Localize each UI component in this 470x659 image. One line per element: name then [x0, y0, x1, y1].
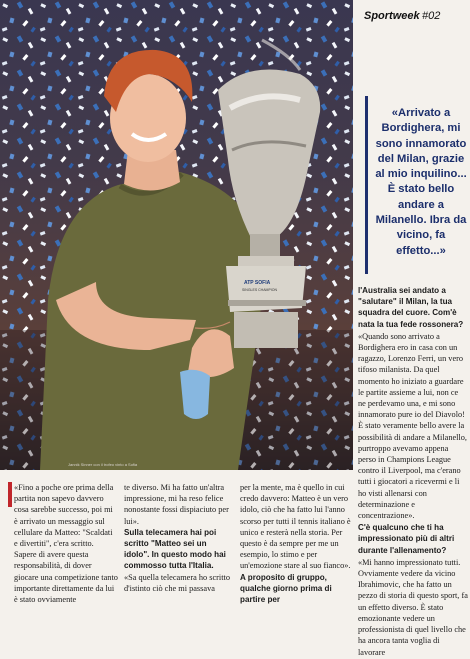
section-marker [8, 482, 12, 507]
pull-quote [365, 96, 469, 280]
bottom-column-3-text: per la mente, ma è quello in cui credo davvero: Matteo è un vero idolo, ciò che ha fatto lui l'anno scorso per tutti il tennis italiano è unico e resterà nella storia. Per questo è da sempre per me un esempio, lo stimo e per un'emozione stare al suo fianco». [240, 483, 351, 571]
bottom-column-2 [124, 482, 234, 594]
magazine-header [364, 8, 468, 26]
answer-1: «Quando sono arrivato a Bordighera ero in casa con un ragazzo, Lorenzo Ferri, un vero tifoso milanista. Da quel momento ho iniziato a guardare le partite assieme a lui, non ce ne perdevamo una, e mi sono innamorato pure io del Diavolo! È stato veramente bello avere la possibilità di andare a Milanello, purtroppo avevamo appena perso in Champions League contro il Liverpool, ma c'erano tutti i giocatori a ricevermi e li ho visti allenarsi con determinazione e concentrazione». [358, 331, 467, 521]
pull-quote-text: «Arrivato a Bordighera, mi sono innamorato del Milan, grazie al mio inquilino... È stato bello andare a Milanello. Ibra da vicino, fa effetto...» [375, 107, 467, 257]
brand-name: Sportweek [364, 10, 420, 22]
bottom-question-2: A proposito di gruppo, qualche giorno prima di partire per [240, 572, 332, 605]
trophy-sublabel: SINGLES CHAMPION [242, 288, 278, 292]
bottom-question-1: Sulla telecamera hai poi scritto "Matteo sei un idolo". In questo modo hai commosso tutta l'Italia. [124, 527, 226, 571]
bottom-column-2-text-a: te diverso. Mi ha fatto un'altra impressione, mi ha reso felice nonostante fossi dispiaciuto per lui». [124, 483, 229, 526]
bottom-column-3 [240, 482, 352, 605]
answer-2: «Mi hanno impressionato tutti. Ovviamente vedere da vicino Ibrahimovic, che ha fatto un pezzo di storia di questo sport, fa un effetto diverso. È stato emozionante vedere un professionista di quel livello che ha ancora tanta voglia di lavorare [358, 557, 468, 657]
bottom-column-2-text-b: «Sa quella telecamera ho scritto d'istinto ciò che mi passava [124, 572, 230, 593]
right-column [358, 285, 468, 659]
bottom-column-1 [8, 482, 118, 605]
bottom-column-1-text: «Fino a poche ore prima della partita non sapevo davvero cosa sarebbe successo, poi mi è arrivato un messaggio sul cellulare da Matteo: "Scaldati e divertiti", c'era scritto. Sapere di avere questa responsabilità, di dover giocare una competizione tanto importante direttamente da lui è stato ovviamente [14, 483, 118, 605]
question-2: C'è qualcuno che ti ha impressionato più di altri durante l'allenamento? [358, 523, 455, 555]
question-1: l'Australia sei andato a "salutare" il Milan, la tua squadra del cuore. Com'è nata la tua fede rossonera? [358, 286, 464, 329]
quote-accent-bar [365, 96, 368, 274]
issue-number: #02 [422, 10, 441, 22]
trophy-label: ATP SOFIA [244, 280, 271, 286]
photo-caption: Jannik Sinner con il trofeo vinto a Sofia [68, 462, 138, 467]
